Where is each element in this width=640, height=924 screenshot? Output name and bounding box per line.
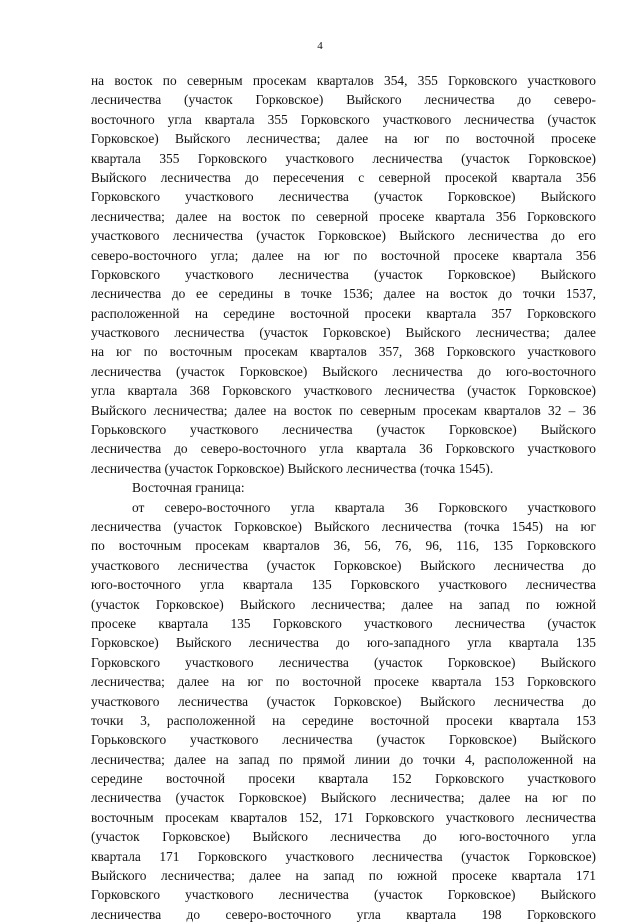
text-line: квартала 171 Горковского участкового лесничества (участок Горковское) — [91, 848, 596, 864]
text-line: лесничества до северо-восточного угла квартала 198 Горковского — [91, 906, 596, 922]
text-line: расположенной на середине восточной просеки квартала 357 Горковского — [91, 305, 596, 321]
text-line: от северо-восточного угла квартала 36 Горковского участкового — [132, 499, 596, 515]
text-line: лесничества (участок Горковское) Выйского лесничества; далее на юг по — [91, 790, 596, 806]
text-line: Горковского участкового лесничества (участок Горковское) Выйского — [91, 654, 596, 670]
text-line: участкового лесничества (участок Горковское) Выйского лесничества до — [91, 693, 596, 709]
text-line: Выйского лесничества; далее на восток по северным просекам кварталов 32 – 36 — [91, 402, 596, 418]
text-line: лесничества до ее середины в точке 1536; далее на восток до точки 1537, — [91, 286, 596, 302]
text-line: на юг по восточным просекам кварталов 357, 368 Горковского участкового — [91, 344, 596, 360]
text-line: Восточная граница: — [132, 480, 245, 496]
text-line: середине восточной просеки квартала 152 Горковского участкового — [91, 771, 596, 787]
text-line: на восток по северным просекам кварталов 354, 355 Горковского участкового — [91, 73, 596, 88]
text-line: Выйского лесничества; далее на запад по южной просеке квартала 171 — [91, 868, 596, 884]
text-line: восточным просекам кварталов 152, 171 Горковского участкового лесничества — [91, 809, 596, 825]
text-line: Горьковского участкового лесничества (участок Горковское) Выйского — [91, 732, 596, 748]
text-line: Горковское) Выйского лесничества до юго-западного угла квартала 135 — [91, 635, 596, 651]
text-line: участкового лесничества (участок Горковское) Выйского лесничества; далее — [91, 325, 596, 341]
text-line: Горьковского участкового лесничества (участок Горковское) Выйского — [91, 422, 596, 438]
text-line: лесничества до северо-восточного угла квартала 36 Горковского участкового — [91, 441, 596, 457]
text-line: квартала 355 Горковского участкового лесничества (участок Горковское) — [91, 150, 596, 166]
text-line: юго-восточного угла квартала 135 Горковского участкового лесничества — [91, 577, 596, 593]
page-number: 4 — [317, 40, 323, 52]
text-line: лесничества (участок Горковское) Выйского лесничества (точка 1545) на юг — [91, 518, 596, 534]
text-line: лесничества; далее на юг по восточной просеке квартала 153 Горковского — [91, 674, 596, 690]
text-line: по восточным просекам кварталов 36, 56, 76, 96, 116, 135 Горковского — [91, 538, 596, 554]
text-line: лесничества (участок Горковское) Выйского лесничества до юго-восточного — [91, 363, 596, 379]
document-body — [91, 71, 596, 924]
text-line: лесничества; далее на восток по северной просеке квартала 356 Горковского — [91, 208, 596, 224]
text-line: Горковского участкового лесничества (участок Горковское) Выйского — [91, 887, 596, 903]
text-line: лесничества (участок Горковское) Выйского лесничества (точка 1545). — [91, 460, 494, 476]
text-line: северо-восточного угла; далее на юг по восточной просеке квартала 356 — [91, 247, 596, 263]
text-line: угла квартала 368 Горковского участкового лесничества (участок Горковское) — [91, 383, 596, 399]
text-line: участкового лесничества (участок Горковское) Выйского лесничества до его — [91, 228, 596, 244]
text-line: Горковского участкового лесничества (участок Горковское) Выйского — [91, 189, 596, 205]
text-line: лесничества; далее на запад по прямой линии до точки 4, расположенной на — [91, 751, 596, 767]
text-line: Выйского лесничества до пересечения с северной просекой квартала 356 — [91, 169, 596, 185]
text-line: точки 3, расположенной на середине восточной просеки квартала 153 — [91, 712, 596, 728]
text-line: (участок Горковское) Выйского лесничества; далее на запад по южной — [91, 596, 596, 612]
text-line: восточного угла квартала 355 Горковского участкового лесничества (участок — [91, 111, 596, 127]
text-line: участкового лесничества (участок Горковское) Выйского лесничества до — [91, 557, 596, 573]
text-line: просеке квартала 135 Горковского участкового лесничества (участок — [91, 615, 596, 631]
text-line: Горковское) Выйского лесничества; далее на юг по восточной просеке — [91, 131, 596, 147]
text-line: Горковского участкового лесничества (участок Горковское) Выйского — [91, 266, 596, 282]
text-line: (участок Горковское) Выйского лесничества до юго-восточного угла — [91, 829, 596, 845]
text-line: лесничества (участок Горковское) Выйского лесничества до северо- — [91, 92, 596, 108]
